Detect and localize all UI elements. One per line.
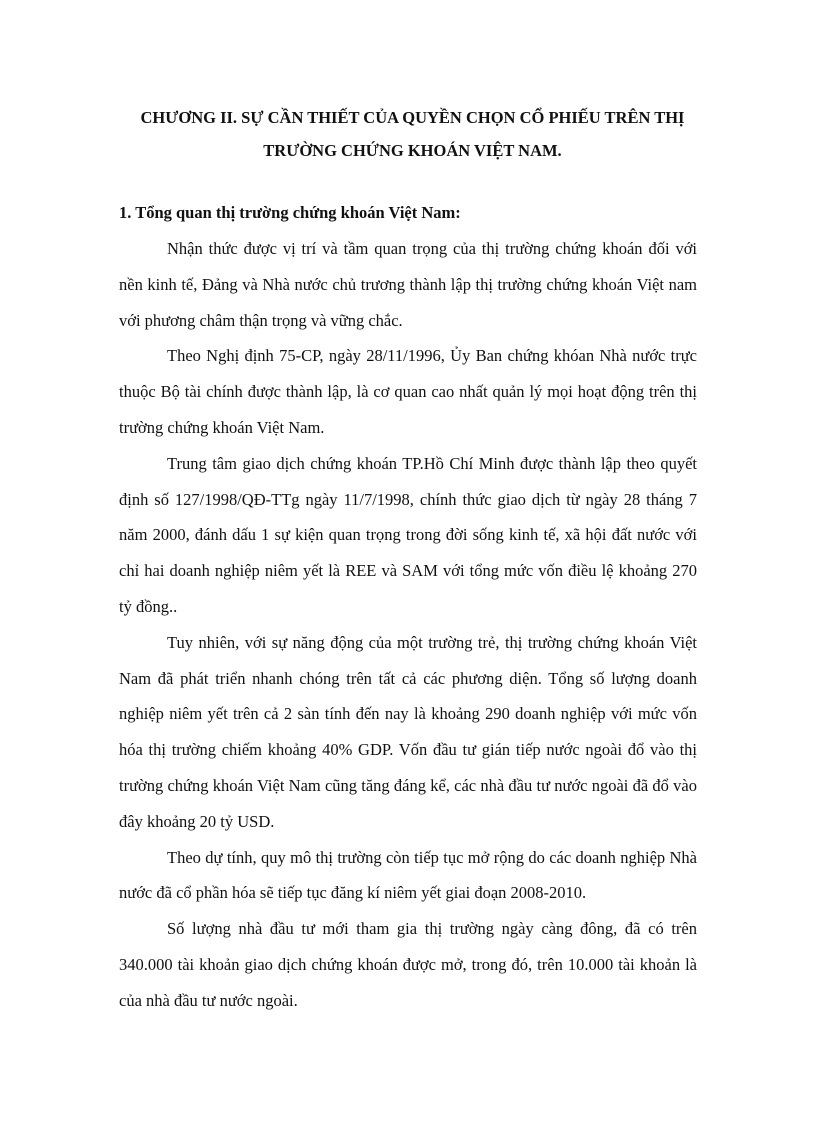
- chapter-title: CHƯƠNG II. SỰ CẦN THIẾT CỦA QUYỀN CHỌN CỔ PHIẾU TRÊN THỊ TRƯỜNG CHỨNG KHOÁN VIỆT NAM.: [140, 108, 685, 160]
- paragraph: Theo dự tính, quy mô thị trường còn tiếp tục mở rộng do các doanh nghiệp Nhà nước đã cổ phần hóa sẽ tiếp tục đăng kí niêm yết giai đoạn 2008-2010.: [119, 847, 697, 903]
- section-heading: 1. Tổng quan thị trường chứng khoán Việt Nam:: [119, 203, 461, 222]
- paragraph: Theo Nghị định 75-CP, ngày 28/11/1996, Ủy Ban chứng khóan Nhà nước trực thuộc Bộ tài chính được thành lập, là cơ quan cao nhất quản lý mọi hoạt động trên thị trường chứng khoán Việt Nam.: [119, 346, 697, 437]
- body-text: [119, 231, 697, 1019]
- paragraph: Nhận thức được vị trí và tầm quan trọng của thị trường chứng khoán đối với nền kinh tế, Đảng và Nhà nước chủ trương thành lập thị trường chứng khoán Việt nam với phương châm thận trọng và vững chắc.: [119, 239, 697, 330]
- paragraph: Số lượng nhà đầu tư mới tham gia thị trường ngày càng đông, đã có trên 340.000 tài khoản giao dịch chứng khoán được mở, trong đó, trên 10.000 tài khoản là của nhà đầu tư nước ngoài.: [119, 919, 697, 1010]
- paragraph: Trung tâm giao dịch chứng khoán TP.Hồ Chí Minh được thành lập theo quyết định số 127/1998/QĐ-TTg ngày 11/7/1998, chính thức giao dịch từ ngày 28 tháng 7 năm 2000, đánh dấu 1 sự kiện quan trọng trong đời sống kinh tế, xã hội đất nước với chỉ hai doanh nghiệp niêm yết là REE và SAM với tổng mức vốn điều lệ khoảng 270 tỷ đồng..: [119, 453, 697, 616]
- paragraph: Tuy nhiên, với sự năng động của một trường trẻ, thị trường chứng khoán Việt Nam đã phát triển nhanh chóng trên tất cả các phương diện. Tổng số lượng doanh nghiệp niêm yết trên cả 2 sàn tính đến nay là khoảng 290 doanh nghiệp với mức vốn hóa thị trường chiếm khoảng 40% GDP. Vốn đầu tư gián tiếp nước ngoài đổ vào thị trường chứng khoán Việt Nam cũng tăng đáng kể, các nhà đầu tư nước ngoài đã đổ vào đây khoảng 20 tỷ USD.: [119, 632, 697, 831]
